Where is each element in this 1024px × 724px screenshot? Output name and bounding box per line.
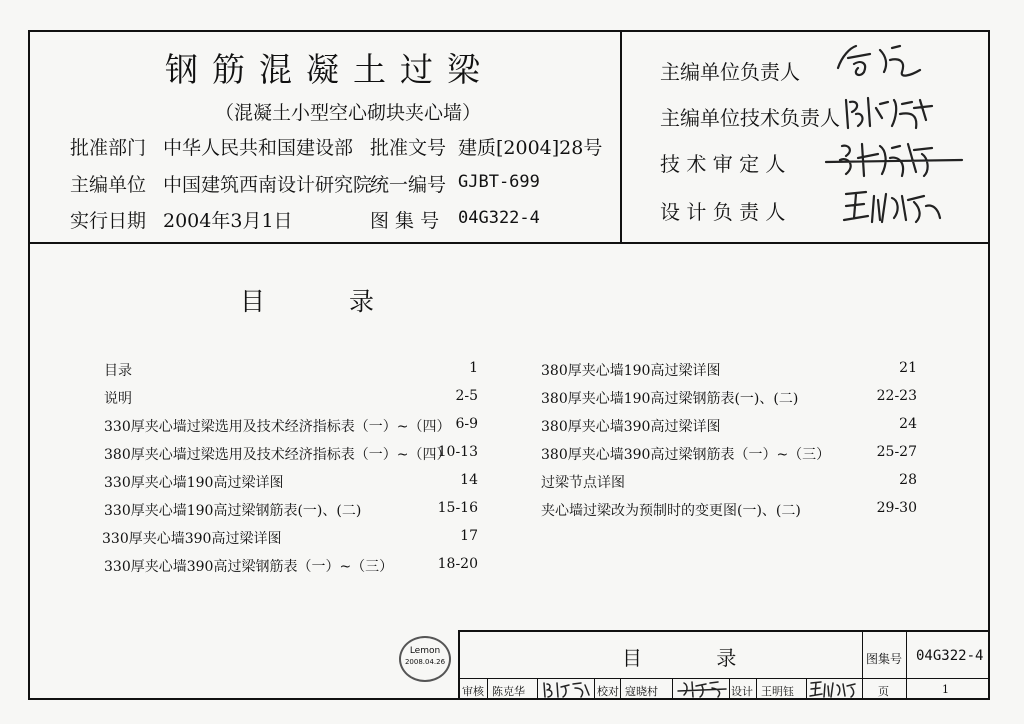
toc-item <box>541 472 917 492</box>
toc-item <box>541 444 917 464</box>
stamp-name: Lemon <box>409 646 441 656</box>
technical-chief-label: 主编单位技术负责人 <box>660 106 840 130</box>
toc-item-page: 10-13 <box>437 444 478 460</box>
signature-design-lead-icon <box>842 186 946 228</box>
toc-item-title: 说明 <box>104 391 132 407</box>
approval-dept-value: 中华人民共和国建设部 <box>163 137 354 159</box>
title-block-name: 目 录 <box>622 646 771 670</box>
title-block-code-divider-2 <box>906 630 907 700</box>
effective-date-value: 2004年3月1日 <box>163 210 293 232</box>
toc-item <box>104 556 478 576</box>
toc-item <box>104 388 478 408</box>
toc-item-page: 29-30 <box>876 500 917 516</box>
toc-item-page: 14 <box>460 472 478 488</box>
atlas-code: 04G322-4 <box>916 648 984 664</box>
header-column-divider <box>620 30 622 243</box>
toc-item <box>541 388 917 408</box>
toc-item <box>104 444 478 464</box>
editor-unit-value: 中国建筑西南设计研究院 <box>163 174 373 196</box>
approval-number-label: 批准文号 <box>370 137 447 159</box>
toc-item-page: 1 <box>469 360 478 376</box>
toc-item-title: 380厚夹心墙390高过梁钢筋表（一）~（三） <box>541 447 831 463</box>
toc-item-page: 24 <box>899 416 917 432</box>
toc-item <box>104 360 478 380</box>
atlas-number-value: 04G322-4 <box>458 208 540 228</box>
cell-divider <box>537 678 538 700</box>
toc-item-title: 380厚夹心墙190高过梁钢筋表(一)、(二) <box>541 391 799 407</box>
signature-technical-reviewer-icon <box>822 136 968 182</box>
signature-technical-chief-icon <box>840 90 940 134</box>
toc-item-title: 过梁节点详图 <box>541 475 625 491</box>
toc-item-title: 380厚夹心墙390高过梁详图 <box>541 419 721 435</box>
signature-designer-icon <box>809 679 861 699</box>
toc-item <box>541 416 917 436</box>
title-block-top <box>458 630 990 632</box>
stamp-date: 2008.04.26 <box>404 658 446 666</box>
unified-number-value: GJBT-699 <box>458 172 540 192</box>
design-label: 设计 <box>731 685 753 698</box>
editor-unit-label: 主编单位 <box>70 174 147 196</box>
approval-dept-label: 批准部门 <box>70 137 147 159</box>
toc-item <box>104 472 478 492</box>
page-number: 1 <box>942 683 949 696</box>
signature-chief-editor-icon <box>830 38 930 82</box>
toc-item-title: 目录 <box>104 363 132 379</box>
toc-item-title: 330厚夹心墙390高过梁钢筋表（一）~（三） <box>104 559 394 575</box>
approval-number-value: 建质[2004]28号 <box>458 137 603 159</box>
cell-divider <box>729 678 730 700</box>
toc-item <box>104 416 478 436</box>
toc-item-title: 330厚夹心墙390高过梁详图 <box>102 531 282 547</box>
title-block-left <box>458 630 460 700</box>
toc-item-page: 28 <box>899 472 917 488</box>
effective-date-label: 实行日期 <box>70 210 147 232</box>
toc-item <box>541 360 917 380</box>
review-label: 审核 <box>462 685 484 698</box>
technical-reviewer-label: 技 术 审 定 人 <box>660 152 786 176</box>
cell-divider <box>806 678 807 700</box>
toc-item-title: 330厚夹心墙过梁选用及技术经济指标表（一）~（四） <box>104 419 451 435</box>
cell-divider <box>756 678 757 700</box>
toc-item <box>104 500 478 520</box>
reviewer-name: 陈克华 <box>492 685 525 698</box>
toc-item-page: 6-9 <box>455 416 478 432</box>
toc-item-page: 21 <box>899 360 917 376</box>
signature-reviewer-icon <box>541 679 593 699</box>
toc-item-page: 18-20 <box>437 556 478 572</box>
toc-item <box>541 500 917 520</box>
atlas-subtitle: （混凝土小型空心砌块夹心墙） <box>215 102 482 124</box>
toc-item-title: 380厚夹心墙190高过梁详图 <box>541 363 721 379</box>
toc-item <box>102 528 478 548</box>
header-divider <box>28 242 990 244</box>
toc-item-title: 330厚夹心墙190高过梁详图 <box>104 475 284 491</box>
unified-number-label: 统一编号 <box>370 174 447 196</box>
atlas-title: 钢筋混凝土过梁 <box>165 50 494 89</box>
page-label: 页 <box>878 685 889 698</box>
toc-item-page: 22-23 <box>876 388 917 404</box>
designer-name: 王明钰 <box>761 685 794 698</box>
toc-item-title: 330厚夹心墙190高过梁钢筋表(一)、(二) <box>104 503 362 519</box>
check-label: 校对 <box>597 685 619 698</box>
atlas-number-label: 图 集 号 <box>370 210 440 232</box>
signature-checker-icon <box>676 679 728 699</box>
cell-divider <box>594 678 595 700</box>
cell-divider <box>487 678 488 700</box>
toc-heading: 目 录 <box>240 287 412 316</box>
toc-item-title: 夹心墙过梁改为预制时的变更图(一)、(二) <box>541 503 801 519</box>
cell-divider <box>672 678 673 700</box>
toc-item-page: 25-27 <box>876 444 917 460</box>
toc-item-title: 380厚夹心墙过梁选用及技术经济指标表（一）~（四） <box>104 447 451 463</box>
chief-editor-label: 主编单位负责人 <box>660 60 800 84</box>
toc-item-page: 15-16 <box>437 500 478 516</box>
atlas-label: 图集号 <box>866 652 903 666</box>
toc-item-page: 2-5 <box>455 388 478 404</box>
toc-item-page: 17 <box>460 528 478 544</box>
lemon-stamp <box>399 636 451 682</box>
title-block-code-divider <box>862 630 863 700</box>
design-lead-label: 设 计 负 责 人 <box>660 200 786 224</box>
cell-divider <box>620 678 621 700</box>
checker-name: 寇晓村 <box>625 685 658 698</box>
